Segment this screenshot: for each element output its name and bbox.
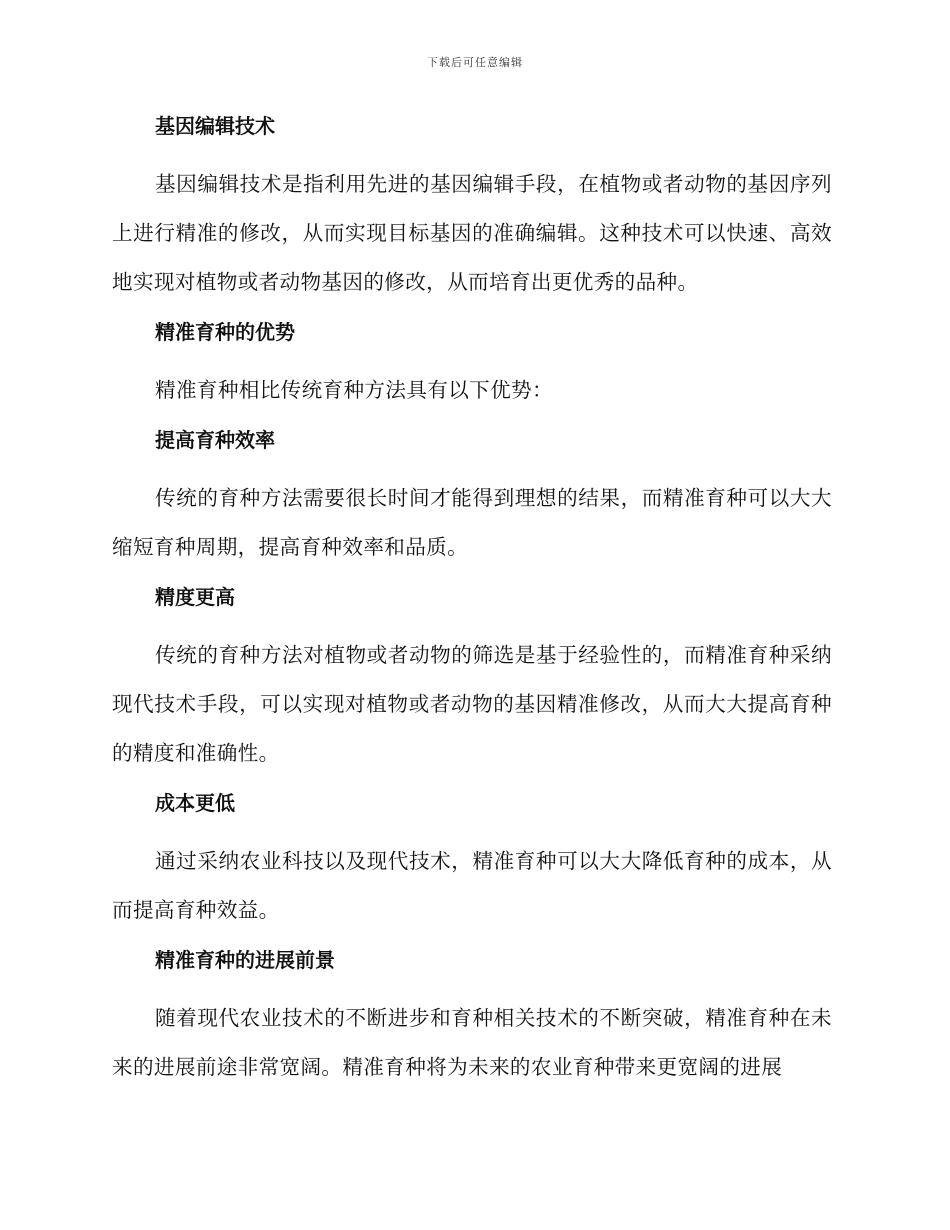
- section-paragraph: 随着现代农业技术的不断进步和育种相关技术的不断突破，精准育种在未来的进展前途非常宽阔。精准育种将为未来的农业育种带来更宽阔的进展: [112, 1006, 832, 1079]
- section-paragraph: 传统的育种方法对植物或者动物的筛选是基于经验性的，而精准育种采纳现代技术手段，可以实现对植物或者动物的基因精准修改，从而大大提高育种的精度和准确性。: [112, 643, 832, 765]
- section-gene-editing: [112, 106, 832, 307]
- section-heading: 基因编辑技术: [155, 114, 275, 138]
- section-prospects: [112, 940, 832, 1092]
- section-heading: 成本更低: [155, 791, 235, 815]
- section-heading: 精准育种的进展前景: [155, 948, 335, 972]
- document-body: [112, 106, 832, 1097]
- section-heading: 精度更高: [155, 585, 235, 609]
- section-precision: [112, 577, 832, 778]
- section-heading: 提高育种效率: [155, 428, 275, 452]
- section-paragraph: 传统的育种方法需要很长时间才能得到理想的结果，而精准育种可以大大缩短育种周期，提高育种效率和品质。: [112, 486, 832, 559]
- section-cost: [112, 783, 832, 935]
- section-paragraph: 基因编辑技术是指利用先进的基因编辑手段，在植物或者动物的基因序列上进行精准的修改，从而实现目标基因的准确编辑。这种技术可以快速、高效地实现对植物或者动物基因的修改，从而培育出更优秀的品种。: [112, 172, 832, 294]
- section-advantages: [112, 312, 832, 415]
- section-heading: 精准育种的优势: [155, 320, 295, 344]
- page-header: 下载后可任意编辑: [427, 56, 523, 69]
- section-paragraph: 精准育种相比传统育种方法具有以下优势：: [155, 378, 553, 402]
- section-paragraph: 通过采纳农业科技以及现代技术，精准育种可以大大降低育种的成本，从而提高育种效益。: [112, 849, 832, 922]
- section-efficiency: [112, 420, 832, 572]
